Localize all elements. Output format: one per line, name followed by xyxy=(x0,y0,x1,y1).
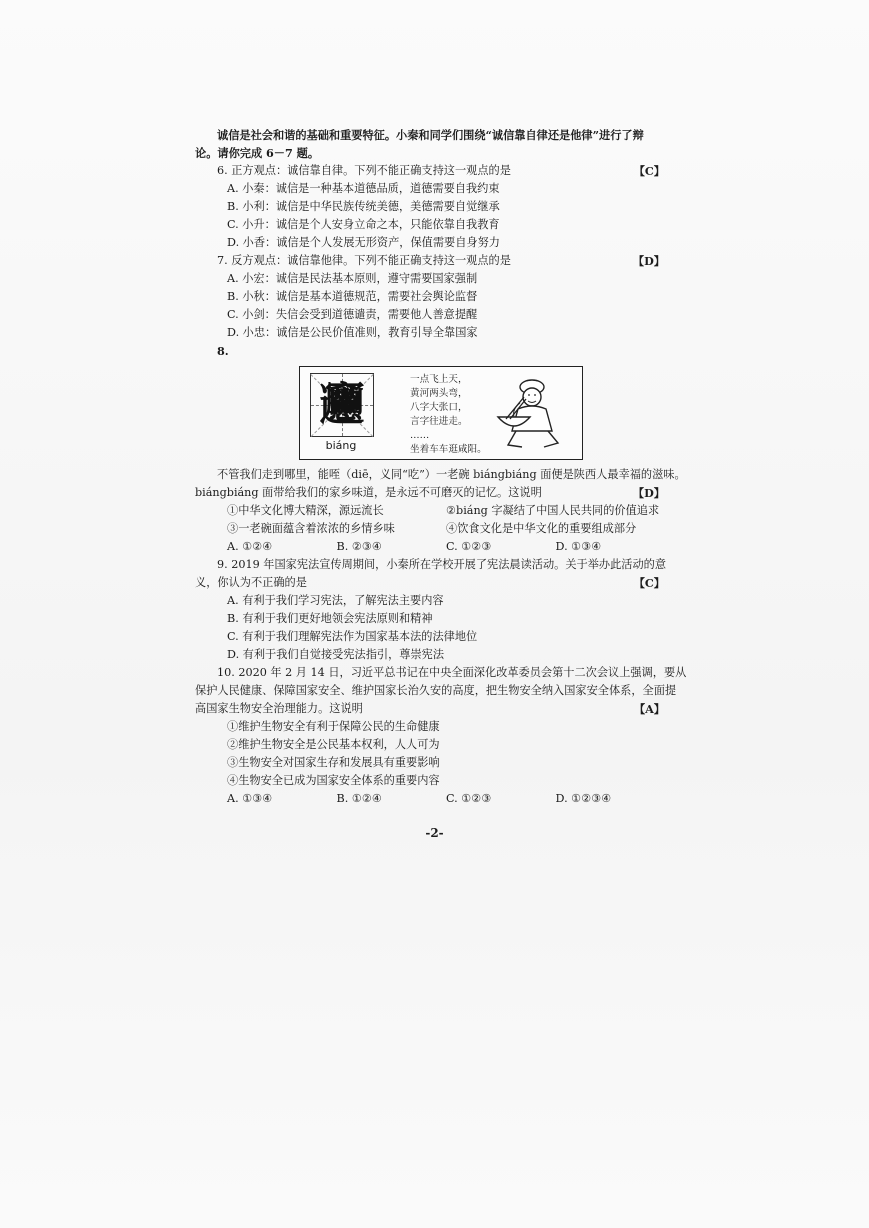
q9-stem-2-text: 义，你认为不正确的是 xyxy=(195,576,307,589)
q8-number: 8. xyxy=(217,344,229,358)
q10-stem-1: 10. 2020 年 2 月 14 日，习近平总书记在中央全面深化改革委员会第十二次会议上强调，要从 xyxy=(217,666,687,679)
q7-option-d: D. 小忠：诚信是公民价值准则，教育引导全靠国家 xyxy=(227,326,478,339)
q6-option-c: C. 小升：诚信是个人安身立命之本，只能依靠自我教育 xyxy=(227,218,500,231)
poem-line: 一点飞上天， xyxy=(410,374,468,385)
page-number: -2- xyxy=(425,826,444,840)
q8-choices xyxy=(195,538,665,556)
q9-option-b: B. 有利于我们更好地领会宪法原则和精神 xyxy=(227,612,433,625)
poem-line: …… xyxy=(410,430,430,441)
q6-option-a: A. 小秦：诚信是一种基本道德品质，道德需要自我约束 xyxy=(227,182,500,195)
q10-stem-3-text: 高国家生物安全治理能力。这说明 xyxy=(195,702,363,715)
q7-option-a: A. 小宏：诚信是民法基本原则，遵守需要国家强制 xyxy=(227,272,478,285)
q9-stem-2 xyxy=(195,574,665,592)
q10-choices xyxy=(195,790,665,808)
q8-choice: D. ①③④ xyxy=(555,540,602,553)
q7-stem-text: 7. 反方观点：诚信靠他律。下列不能正确支持这一观点的是 xyxy=(217,254,511,267)
q8-text-2 xyxy=(195,484,665,502)
poem-line: 黄河两头弯， xyxy=(410,388,468,399)
q7-option-c: C. 小剑：失信会受到道德谴责，需要他人善意提醒 xyxy=(227,308,478,321)
q7-stem xyxy=(195,252,665,270)
q8-choice: B. ②③④ xyxy=(336,540,382,553)
q6-option-b: B. 小利：诚信是中华民族传统美德，美德需要自觉继承 xyxy=(227,200,500,213)
q10-choice: C. ①②③ xyxy=(446,792,492,805)
biang-poem xyxy=(410,373,487,457)
q10-item-1: ①维护生物安全有利于保障公民的生命健康 xyxy=(227,720,440,733)
q6-stem-text: 6. 正方观点：诚信靠自律。下列不能正确支持这一观点的是 xyxy=(217,164,511,177)
biang-character: 𰻞 xyxy=(320,379,364,430)
exam-content xyxy=(195,126,687,808)
q10-answer: 【A】 xyxy=(633,702,665,716)
q8-item: ③一老碗面蕴含着浓浓的乡情乡味 xyxy=(227,522,395,535)
q10-stem-2: 保护人民健康、保障国家安全、维护国家长治久安的高度，把生物安全纳入国家安全体系，全面提 xyxy=(195,684,677,697)
q10-stem-3 xyxy=(195,700,665,718)
noodle-eater-illustration xyxy=(488,373,574,453)
q6-stem xyxy=(195,162,665,180)
biangbiang-figure xyxy=(299,366,583,460)
q8-choice: C. ①②③ xyxy=(446,540,492,553)
q6-option-d: D. 小香：诚信是个人发展无形资产，保值需要自身努力 xyxy=(227,236,500,249)
q10-item-3: ③生物安全对国家生存和发展具有重要影响 xyxy=(227,756,440,769)
intro-line-2: 论。请你完成 6－7 题。 xyxy=(195,146,320,160)
q8-items-row-1 xyxy=(195,502,665,520)
poem-line: 坐着车车逛咸阳。 xyxy=(410,444,487,455)
q10-item-2: ②维护生物安全是公民基本权利，人人可为 xyxy=(227,738,440,751)
q6-answer: 【C】 xyxy=(633,164,665,178)
q8-answer: 【D】 xyxy=(632,486,665,500)
q10-choice: D. ①②③④ xyxy=(555,792,612,805)
q7-answer: 【D】 xyxy=(632,254,665,268)
q9-option-c: C. 有利于我们理解宪法作为国家基本法的法律地位 xyxy=(227,630,478,643)
q10-choice: A. ①③④ xyxy=(227,792,273,805)
q8-item: ④饮食文化是中华文化的重要组成部分 xyxy=(446,522,637,535)
q9-option-a: A. 有利于我们学习宪法，了解宪法主要内容 xyxy=(227,594,444,607)
intro-line-1: 诚信是社会和谐的基础和重要特征。小秦和同学们围绕“诚信靠自律还是他律”进行了辩 xyxy=(217,128,644,142)
character-grid xyxy=(310,373,374,437)
biang-pinyin: biáng xyxy=(325,439,357,452)
poem-line: 言字往进走。 xyxy=(410,416,468,427)
q8-item: ①中华文化博大精深，源远流长 xyxy=(227,504,384,517)
q8-text-1: 不管我们走到哪里，能咥（diē，义同“吃”）一老碗 biángbiáng 面便是陕西人最幸福的滋味。 xyxy=(217,468,686,481)
q8-item: ②biáng 字凝结了中国人民共同的价值追求 xyxy=(446,504,660,517)
poem-line: 八字大张口， xyxy=(410,402,468,413)
q8-items-row-2 xyxy=(195,520,665,538)
q10-item-4: ④生物安全已成为国家安全体系的重要内容 xyxy=(227,774,440,787)
q8-choice: A. ①②④ xyxy=(227,540,273,553)
q10-choice: B. ①②④ xyxy=(336,792,382,805)
q9-answer: 【C】 xyxy=(633,576,665,590)
q7-option-b: B. 小秋：诚信是基本道德规范，需要社会舆论监督 xyxy=(227,290,478,303)
q9-stem-1: 9. 2019 年国家宪法宣传周期间，小秦所在学校开展了宪法晨读活动。关于举办此活动的意 xyxy=(217,558,667,571)
q8-text-2-content: biángbiáng 面带给我们的家乡味道，是永远不可磨灭的记忆。这说明 xyxy=(195,486,542,499)
q9-option-d: D. 有利于我们自觉接受宪法指引，尊崇宪法 xyxy=(227,648,445,661)
